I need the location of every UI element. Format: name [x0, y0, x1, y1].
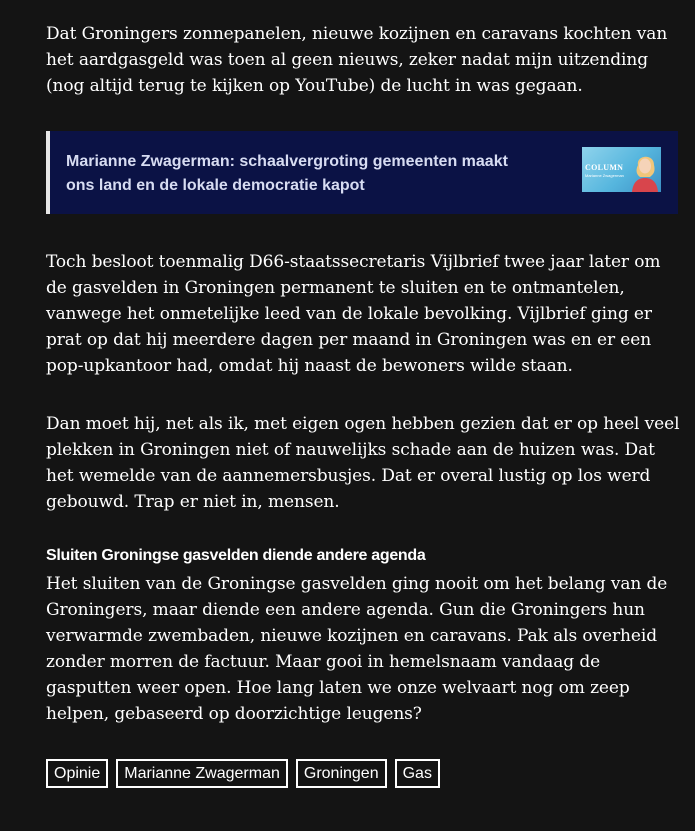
paragraph-line: het wemelde van de aannemersbusjes. Dat er overal lustig op los werd: [46, 466, 651, 486]
paragraph-line: Dan moet hij, net als ik, met eigen ogen hebben gezien dat er op heel veel: [46, 414, 680, 434]
paragraph-line: Dat Groningers zonnepanelen, nieuwe kozijnen en caravans kochten van: [46, 24, 668, 44]
paragraph-line: Het sluiten van de Groningse gasvelden ging nooit om het belang van de: [46, 574, 668, 594]
tag-opinie[interactable]: Opinie: [46, 759, 108, 788]
paragraph-line: plekken in Groningen niet of nauwelijks schade aan de huizen was. Dat: [46, 440, 655, 460]
paragraph-line: verwarmde zwembaden, nieuwe kozijnen en caravans. Pak als overheid: [46, 626, 657, 646]
paragraph-intro: [46, 21, 686, 99]
paragraph-line: gasputten weer open. Hoe lang laten we onze welvaart nog om zeep: [46, 678, 630, 698]
paragraph-own-eyes: [46, 411, 686, 515]
paragraph-line: zonder morren de factuur. Maar gooi in hemelsnaam vandaag de: [46, 652, 601, 672]
thumbnail-column-tag: COLUMN: [585, 163, 624, 172]
related-title-line[interactable]: Marianne Zwagerman: schaalvergroting gemeenten maakt: [66, 153, 508, 170]
columnist-portrait-icon: [630, 151, 660, 192]
related-title-line[interactable]: ons land en de lokale democratie kapot: [66, 177, 365, 194]
tag-list: [46, 759, 440, 788]
paragraph-line: Groningers, maar diende een andere agenda. Gun die Groningers hun: [46, 600, 645, 620]
paragraph-line: gebouwd. Trap er niet in, mensen.: [46, 492, 340, 512]
section-subheading: Sluiten Groningse gasvelden diende andere agenda: [46, 547, 426, 564]
paragraph-line: prat op dat hij meerdere dagen per maand in Groningen was en er een: [46, 330, 652, 350]
paragraph-line: helpen, gebaseerd op doorzichtige leugens?: [46, 704, 422, 724]
paragraph-line: het aardgasgeld was toen al geen nieuws, zeker nadat mijn uitzending: [46, 50, 648, 70]
thumbnail-author-name: Marianne Zwagerman: [585, 173, 624, 178]
paragraph-vijlbrief: [46, 249, 686, 379]
paragraph-agenda: [46, 571, 686, 727]
tag-gas[interactable]: Gas: [395, 759, 440, 788]
paragraph-line: de gasvelden in Groningen permanent te sluiten en te ontmantelen,: [46, 278, 625, 298]
paragraph-line: Toch besloot toenmalig D66-staatssecretaris Vijlbrief twee jaar later om: [46, 252, 661, 272]
related-article-thumbnail[interactable]: [582, 147, 661, 192]
related-article-card[interactable]: [46, 131, 678, 214]
related-article-title[interactable]: [66, 150, 556, 198]
tag-marianne-zwagerman[interactable]: Marianne Zwagerman: [116, 759, 288, 788]
paragraph-line: vanwege het onmetelijke leed van de lokale bevolking. Vijlbrief ging er: [46, 304, 652, 324]
paragraph-line: (nog altijd terug te kijken op YouTube) de lucht in was gegaan.: [46, 76, 583, 96]
tag-groningen[interactable]: Groningen: [296, 759, 387, 788]
paragraph-line: pop-upkantoor had, omdat hij naast de bewoners wilde staan.: [46, 356, 573, 376]
